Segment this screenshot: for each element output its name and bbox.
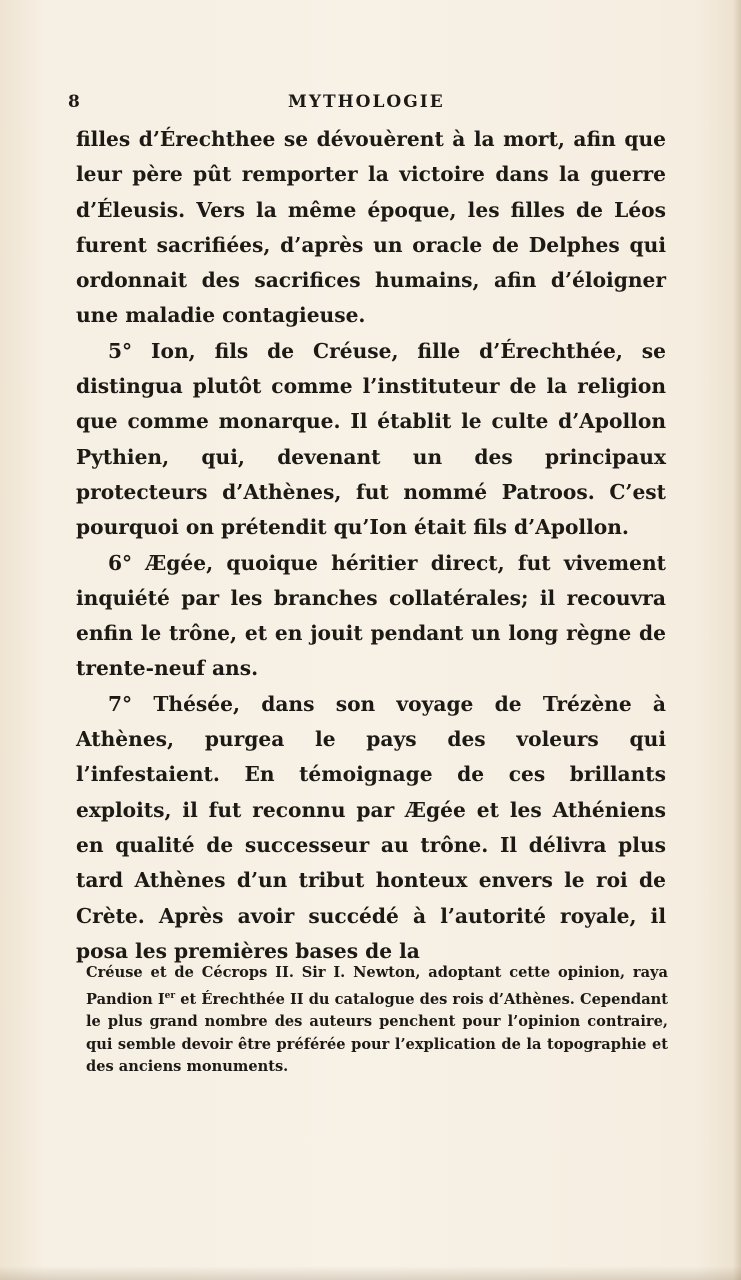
paragraph-thesee: 7° Thésée, dans son voyage de Trézène à Athènes, purgea le pays des voleurs qui l’infestaient. En témoignage de ces brillants exploits, il fut reconnu par Ægée et les Athéniens en qualité de successeur au trône. Il délivra plus tard Athènes d’un tribut honteux envers le roi de Crète. Après avoir succédé à l’autorité royale, il posa les premières bases de la bbox=[76, 691, 666, 963]
footnote-part-1: Créuse et de Cécrops II. Sir I. Newton, adoptant cette opinion, raya Pandion I bbox=[86, 964, 668, 1008]
paragraph-ion: 5° Ion, fils de Créuse, fille d’Érechthée, se distingua plutôt comme l’instituteur de la religion que comme monarque. Il établit le culte d’Apollon Pythien, qui, devenant un des principaux protecteurs d’Athènes, fut nommé Patroos. C’est pourquoi on prétendit qu’Ion était fils d’Apollon. bbox=[76, 338, 666, 540]
main-text bbox=[76, 122, 666, 969]
page-bottom-shadow bbox=[0, 1266, 741, 1280]
running-head: MYTHOLOGIE bbox=[288, 92, 445, 112]
paragraph-aegee: 6° Ægée, quoique héritier direct, fut vivement inquiété par les branches collatérales; il recouvra enfin le trône, et en jouit pendant un long règne de trente-neuf ans. bbox=[76, 550, 666, 681]
page-header bbox=[68, 92, 668, 116]
footnote bbox=[86, 962, 668, 1079]
footnote-superscript: er bbox=[164, 990, 176, 1001]
footnote-text bbox=[86, 962, 668, 1079]
page-number: 8 bbox=[68, 92, 80, 112]
paragraph-continued: filles d’Érechthee se dévouèrent à la mort, afin que leur père pût remporter la victoire dans la guerre d’Éleusis. Vers la même époque, les filles de Léos furent sacrifiées, d’après un oracle de Delphes qui ordonnait des sacrifices humains, afin d’éloigner une maladie contagieuse. bbox=[76, 127, 666, 328]
footnote-part-2: et Érechthée II du catalogue des rois d’Athènes. Cependant le plus grand nombre des auteurs penchent pour l’opinion contraire, qui semble devoir être préférée pour l’explication de la topographie et des anciens monuments. bbox=[86, 990, 668, 1076]
page-edge-shadow bbox=[733, 0, 741, 1280]
